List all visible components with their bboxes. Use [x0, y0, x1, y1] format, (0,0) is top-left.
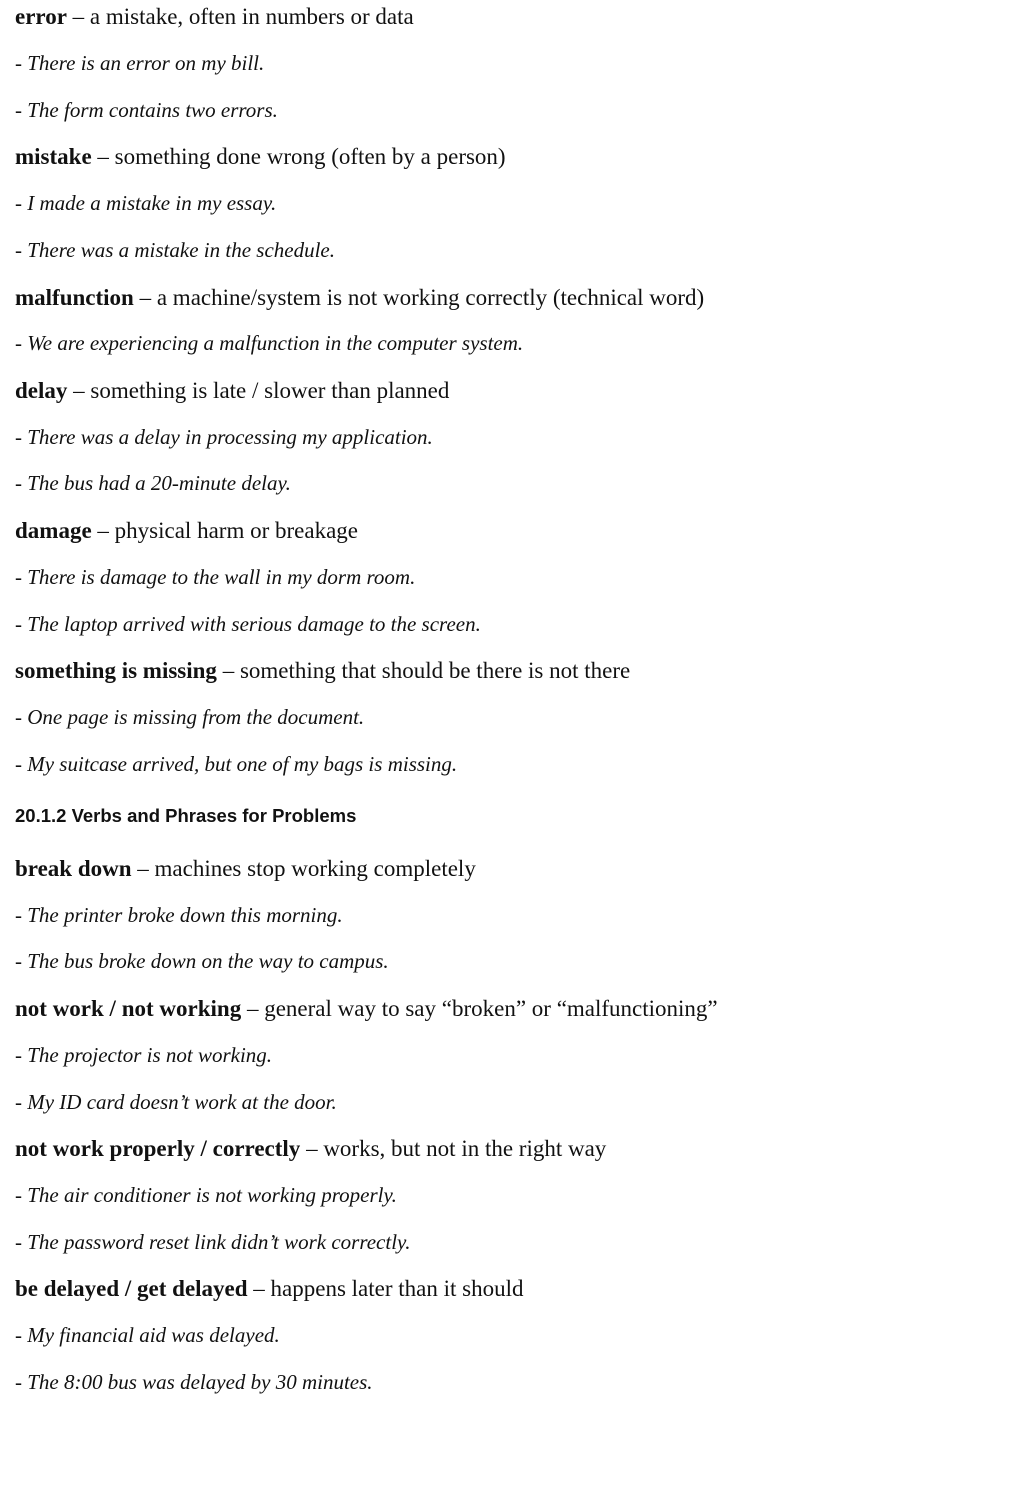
section-heading: 20.1.2 Verbs and Phrases for Problems	[15, 805, 357, 826]
term-entry-mistake	[15, 145, 506, 168]
term-entry-not-work-properly	[15, 1137, 606, 1160]
term-definition: – machines stop working completely	[131, 856, 476, 881]
term-word: delay	[15, 378, 68, 403]
term-definition: – something done wrong (often by a person)	[91, 144, 506, 169]
term-word: damage	[15, 518, 92, 543]
example-sentence: - The projector is not working.	[15, 1043, 273, 1067]
example-sentence: - There is damage to the wall in my dorm room.	[15, 565, 416, 589]
example-sentence: - The 8:00 bus was delayed by 30 minutes.	[15, 1370, 373, 1394]
term-entry-not-work	[15, 997, 718, 1020]
term-definition: – something that should be there is not there	[216, 658, 631, 683]
term-definition: – happens later than it should	[247, 1276, 524, 1301]
term-definition: – general way to say “broken” or “malfunctioning”	[241, 996, 718, 1021]
term-definition: – works, but not in the right way	[300, 1136, 607, 1161]
example-sentence: - My financial aid was delayed.	[15, 1323, 280, 1347]
term-entry-something-is-missing	[15, 659, 630, 682]
example-sentence: - The printer broke down this morning.	[15, 903, 343, 927]
example-sentence: - The bus had a 20-minute delay.	[15, 471, 291, 495]
example-sentence: - The air conditioner is not working properly.	[15, 1183, 397, 1207]
term-word: malfunction	[15, 285, 134, 310]
term-entry-break-down	[15, 857, 476, 880]
example-sentence: - One page is missing from the document.	[15, 705, 365, 729]
example-sentence: - My ID card doesn’t work at the door.	[15, 1090, 337, 1114]
term-word: not work / not working	[15, 996, 242, 1021]
example-sentence: - We are experiencing a malfunction in the computer system.	[15, 331, 524, 355]
term-definition: – a machine/system is not working correctly (technical word)	[133, 285, 705, 310]
term-word: error	[15, 4, 67, 29]
term-word: be delayed / get delayed	[15, 1276, 248, 1301]
term-definition: – something is late / slower than planned	[67, 378, 450, 403]
term-definition: – physical harm or breakage	[91, 518, 358, 543]
term-word: break down	[15, 856, 132, 881]
term-word: not work properly / correctly	[15, 1136, 301, 1161]
example-sentence: - The password reset link didn’t work correctly.	[15, 1230, 411, 1254]
term-word: mistake	[15, 144, 92, 169]
example-sentence: - My suitcase arrived, but one of my bags is missing.	[15, 752, 458, 776]
term-word: something is missing	[15, 658, 217, 683]
example-sentence: - I made a mistake in my essay.	[15, 191, 277, 215]
term-entry-delay	[15, 379, 449, 402]
term-definition: – a mistake, often in numbers or data	[66, 4, 414, 29]
example-sentence: - The bus broke down on the way to campus.	[15, 949, 389, 973]
example-sentence: - There was a delay in processing my application.	[15, 425, 433, 449]
term-entry-error	[15, 5, 414, 28]
example-sentence: - There is an error on my bill.	[15, 51, 265, 75]
term-entry-malfunction	[15, 286, 704, 309]
example-sentence: - The laptop arrived with serious damage to the screen.	[15, 612, 481, 636]
term-entry-be-delayed	[15, 1277, 524, 1300]
term-entry-damage	[15, 519, 358, 542]
example-sentence: - There was a mistake in the schedule.	[15, 238, 335, 262]
example-sentence: - The form contains two errors.	[15, 98, 278, 122]
